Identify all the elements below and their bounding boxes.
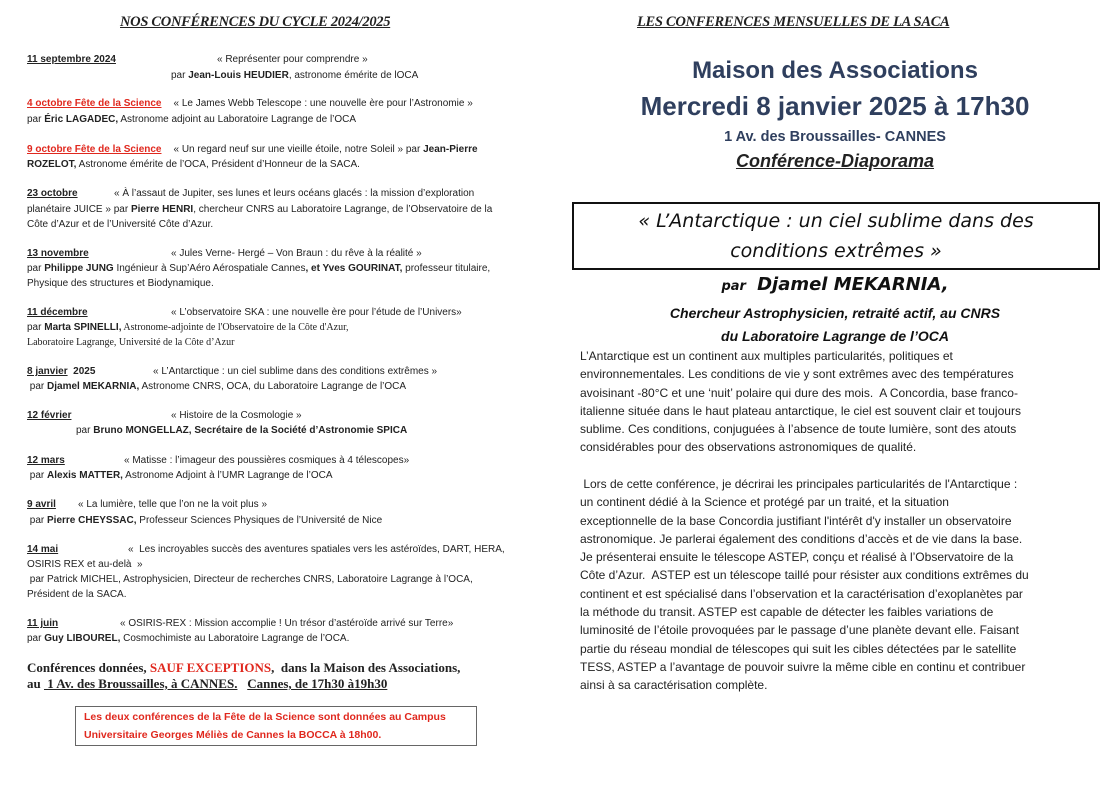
text-line: Côte d’Azur. ASTEP est un télescope taillé pour résister aux conditions extrêmes du (580, 568, 1029, 583)
role: Astronome émérite de l’OCA, Président d’Honneur de la SACA. (76, 159, 360, 170)
speaker: Éric LAGADEC, (44, 114, 119, 125)
par: par (27, 381, 48, 392)
speaker: Guy LIBOUREL, (44, 633, 121, 644)
speaker: Pierre CHEYSSAC, (47, 515, 137, 526)
role: par Patrick MICHEL, Astrophysicien, Directeur de recherches CNRS, Laboratoire Lagrange à l’OCA, (27, 574, 473, 585)
entry-title: « Un regard neuf sur une vieille étoile, notre Soleil » par (173, 144, 421, 155)
event-kind: Conférence-Diaporama (735, 151, 935, 171)
entry-date: 4 octobre Fête de la Science (27, 98, 162, 109)
speaker-role: Chercheur Astrophysicien, retraité actif, au CNRS (669, 305, 1001, 321)
par: par (27, 470, 48, 481)
left-header: NOS CONFÉRENCES DU CYCLE 2024/2025 (120, 14, 391, 30)
note-hours: Cannes, de 17h30 à19h30 (247, 676, 388, 691)
text-line: astronomique. Je parlerai également des conditions d’accès et de vie dans la base. (580, 531, 1023, 546)
role: Ingénieur à Sup’Aéro Aérospatiale Cannes (113, 263, 306, 274)
role: Laboratoire Lagrange, Université de la Côte d’Azur (27, 337, 235, 348)
text-line: italienne située dans le haut plateau antarctique, le ciel est souvent clair et toujours (580, 403, 1021, 418)
entry-date: 13 novembre (27, 248, 89, 259)
entry-date: 9 avril (27, 499, 56, 510)
text-line: Lors de cette conférence, je décrirai les principales particularités de l'Antarctique : (580, 477, 1018, 491)
entry-year: 2025 (67, 366, 96, 377)
speaker: Jean-Louis HEUDIER (188, 70, 289, 81)
speaker: Jean-Pierre (423, 144, 478, 155)
text-line: exceptionnelle de la base Concordia justifiant l'intérêt d'y installer un observatoire (580, 513, 1012, 528)
text-line: un continent dédié à la Science et protégé par un traité, et la situation (580, 495, 949, 510)
speaker-affiliation: du Laboratoire Lagrange de l’OCA (721, 328, 949, 344)
role: Astronome CNRS, OCA, du Laboratoire Lagrange de l’OCA (139, 381, 407, 392)
venue-title: Maison des Associations (692, 57, 978, 84)
entry-title: « Matisse : l’imageur des poussières cosmiques à 4 télescopes» (124, 455, 410, 466)
text-line: ainsi à sa caractérisation complète. (580, 678, 768, 693)
speaker: ROZELOT, (27, 159, 77, 170)
entry-title: « Histoire de la Cosmologie » (171, 410, 302, 421)
text-line: la méthode du transit. ASTEP est capable de détecter les faibles variations de (580, 605, 994, 620)
par: par (721, 279, 746, 294)
entry-date: 12 février (27, 410, 72, 421)
note-address: 1 Av. des Broussailles, à CANNES. (43, 676, 238, 691)
entry-date: 11 septembre 2024 (27, 54, 116, 65)
par: par (27, 263, 45, 274)
entry-title: « Le James Webb Telescope : une nouvelle ère pour l’Astronomie » (173, 98, 473, 109)
speaker: Pierre HENRI (130, 204, 194, 215)
par: par (27, 515, 48, 526)
entry-date: 11 décembre (27, 307, 88, 318)
venue-address-note (27, 676, 387, 692)
entry-date: 12 mars (27, 455, 65, 466)
right-header: LES CONFERENCES MENSUELLES DE LA SACA (637, 14, 950, 30)
text-line: TESS, ASTEP a l’avantage de pouvoir suivre la même cible en continu et contribuer (580, 659, 1026, 674)
text-line: luminosité de l’étoile provoquées par le passage d’une planète devant elle. Faisant (580, 623, 1019, 638)
entry-title: planétaire JUICE » par (27, 204, 131, 215)
speaker: , et Yves GOURINAT, (305, 263, 403, 274)
entry-title: « Jules Verne- Hergé – Von Braun : du rêve à la réalité » (171, 248, 422, 259)
role: professeur titulaire, (402, 263, 491, 274)
entry-date: 14 mai (27, 544, 59, 555)
role: Astronome Adjoint à l’UMR Lagrange de l’OCA (122, 470, 333, 481)
speaker: Marta SPINELLI, (44, 322, 122, 333)
text-line: sublime. Ces conditions, conjuguées à l’absence de toute lumière, sont des atouts (580, 422, 1017, 437)
text-line: considérables pour des observations astronomiques de qualité. (580, 440, 917, 455)
note-text: , dans la Maison des Associations, (271, 660, 461, 675)
speaker-line (575, 274, 1095, 295)
role: Astronome adjoint au Laboratoire Lagrange de l’OCA (118, 114, 357, 125)
text-line: L’Antarctique est un continent aux multiples particularités, politiques et (580, 349, 953, 363)
par: par (76, 425, 94, 436)
text-line: partie du réseau mondial de télescopes qui suit les cibles détectées par le satellite (580, 641, 1017, 656)
venue-note (27, 660, 460, 676)
notice-line: Les deux conférences de la Fête de la Science sont données au Campus (84, 711, 446, 723)
entry-date: 9 octobre Fête de la Science (27, 144, 162, 155)
role: Cosmochimiste au Laboratoire Lagrange de l’OCA. (120, 633, 350, 644)
talk-title: « L’Antarctique : un ciel sublime dans des (638, 210, 1034, 232)
par: par (27, 633, 45, 644)
entry-date: 23 octobre (27, 188, 78, 199)
par: par (171, 70, 186, 81)
speaker: Djamel MEKARNIA, (47, 381, 140, 392)
par: par (27, 322, 45, 333)
role: Physique des structures et Biodynamique. (27, 278, 214, 289)
description-paragraph-1 (580, 347, 1021, 457)
entry-title: « OSIRIS-REX : Mission accomplie ! Un trésor d’astéroïde arrivé sur Terre» (120, 618, 454, 629)
entry-title: « Les incroyables succès des aventures spatiales vers les astéroïdes, DART, HERA, (128, 544, 505, 555)
entry-title: « L’Antarctique : un ciel sublime dans des conditions extrêmes » (153, 366, 438, 377)
entry-date: 11 juin (27, 618, 59, 629)
entry-title: OSIRIS REX et au-delà » (27, 559, 143, 570)
entry-title: « La lumière, telle que l’on ne la voit plus » (78, 499, 268, 510)
event-address: 1 Av. des Broussailles- CANNES (724, 129, 946, 145)
note-exceptions: SAUF EXCEPTIONS (149, 660, 272, 675)
notice-line: Universitaire Georges Méliès de Cannes la BOCCA à 18h00. (84, 729, 382, 741)
speaker: Alexis MATTER, (47, 470, 123, 481)
talk-title: conditions extrêmes » (730, 240, 942, 262)
role: Professeur Sciences Physiques de l’Université de Nice (136, 515, 383, 526)
fete-science-notice (75, 706, 477, 746)
text-line: avoisinant -80°C et une ‘nuit’ polaire qui dure des mois. A Concordia, base franco- (580, 385, 1018, 400)
entry-title: « À l’assaut de Jupiter, ses lunes et leurs océans glacés : la mission d’exploration (114, 188, 475, 199)
role: Côte d’Azur et de l’Université Côte d’Azur. (27, 219, 214, 230)
par: par (27, 114, 42, 125)
entry-date: 8 janvier (27, 366, 68, 377)
event-datetime: Mercredi 8 janvier 2025 à 17h30 (640, 91, 1030, 121)
role: Président de la SACA. (27, 589, 127, 600)
entry-title: « Représenter pour comprendre » (217, 54, 368, 65)
speaker: Philippe JUNG (44, 263, 114, 274)
role: Astronome-adjointe de l'Observatoire de la Côte d'Azur, (121, 322, 349, 333)
note-text: Conférences données, (27, 660, 150, 675)
speaker-name: Djamel MEKARNIA, (757, 274, 949, 295)
text-line: environnementales. Les conditions de vie y sont extrêmes avec des températures (580, 367, 1014, 382)
text-line: Je présenterai ensuite le télescope ASTEP, conçu et réalisé à l’Observatoire de la (580, 550, 1014, 565)
description-paragraph-2 (580, 475, 1029, 695)
speaker: Bruno MONGELLAZ, Secrétaire de la Société d’Astronomie SPICA (93, 425, 408, 436)
talk-title-box (572, 202, 1100, 270)
text-line: continent et est spécialisé dans l’observation et la caractérisation d’exoplanètes par (580, 586, 1023, 601)
entry-title: « L’observatoire SKA : une nouvelle ère pour l’étude de l’Univers» (171, 307, 462, 318)
role: , astronome émérite de lOCA (288, 70, 419, 81)
role: , chercheur CNRS au Laboratoire Lagrange, de l’Observatoire de la (193, 204, 493, 215)
note-text: au (27, 676, 44, 691)
